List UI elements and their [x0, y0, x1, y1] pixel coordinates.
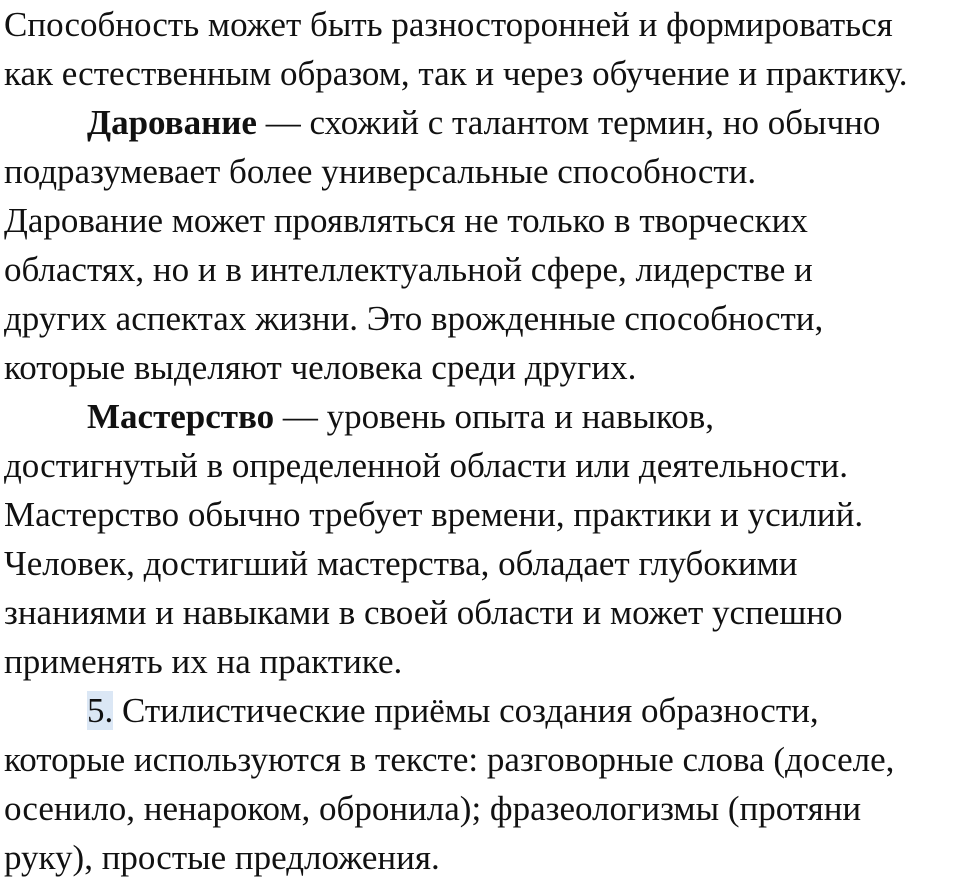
paragraph-first-line — [4, 98, 956, 147]
text-line: подразумевает более универсальные способности. — [4, 152, 757, 191]
document-page — [4, 0, 956, 882]
text-line: Мастерство обычно требует времени, практики и усилий. — [4, 495, 864, 534]
term-mastery: Мастерство — [87, 397, 275, 436]
text-line: областях, но и в интеллектуальной сфере, лидерстве и — [4, 250, 813, 289]
text-line: Способность может быть разносторонней и формироваться — [4, 5, 893, 44]
paragraph-stylistic-devices — [4, 686, 956, 882]
definition-start: — схожий с талантом термин, но обычно — [256, 103, 881, 142]
text-line: осенило, ненароком, обронила); фразеологизмы (протяни — [4, 789, 862, 828]
paragraph-ability — [4, 0, 956, 98]
text-line: которые используются в тексте: разговорные слова (доселе, — [4, 740, 895, 779]
text-line: которые выделяют человека среди других. — [4, 348, 637, 387]
text-line: других аспектах жизни. Это врожденные способности, — [4, 299, 824, 338]
paragraph-giftedness — [4, 98, 956, 392]
text-line: достигнутый в определенной области или деятельности. — [4, 446, 849, 485]
item-number-highlighted[interactable]: 5. — [87, 691, 114, 730]
text-line: Дарование может проявляться не только в творческих — [4, 201, 808, 240]
text-line: применять их на практике. — [4, 642, 403, 681]
paragraph-first-line — [4, 686, 956, 735]
term-giftedness: Дарование — [87, 103, 257, 142]
paragraph-mastery — [4, 392, 956, 686]
text-line: как естественным образом, так и через обучение и практику. — [4, 54, 908, 93]
text-line: Человек, достигший мастерства, обладает глубокими — [4, 544, 798, 583]
paragraph-first-line — [4, 392, 956, 441]
item-text-start: Стилистические приёмы создания образности, — [113, 691, 819, 730]
definition-start: — уровень опыта и навыков, — [274, 397, 714, 436]
text-line: руку), простые предложения. — [4, 838, 440, 877]
text-line: знаниями и навыками в своей области и может успешно — [4, 593, 843, 632]
